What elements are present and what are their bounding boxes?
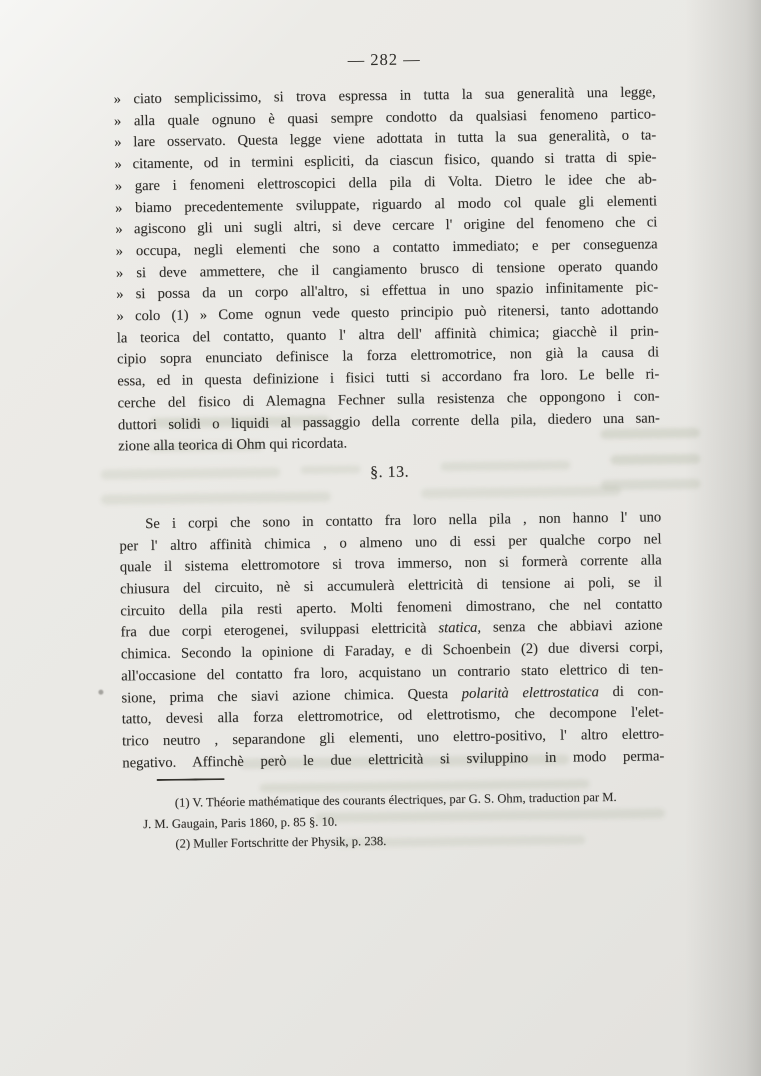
body-line: all'occasione del contatto fra loro, acquistano un contrario stato elettrico di ten- bbox=[121, 661, 664, 685]
quoted-line: » si deve ammettere, che il cangiamento brusco di tensione operato quando bbox=[115, 257, 658, 282]
quoted-line: » ciato semplicissimo, si trova espressa in tutta la sua generalità una legge, bbox=[113, 84, 656, 108]
section-heading: §. 13. bbox=[369, 463, 410, 482]
body-line-segment: sione, prima che siavi azione chimica. Questa bbox=[121, 685, 462, 706]
text-block bbox=[114, 82, 666, 855]
quoted-line: » occupa, negli elementi che sono a contatto immediato; e per conseguenza bbox=[115, 236, 658, 260]
body-line: chiusura del circuito, nè si accumulerà elettricità di tensione ai poli, se il bbox=[119, 574, 663, 598]
body-line: cipio sopra enunciato definisce la forza elettromotrice, non già la causa di bbox=[116, 344, 660, 368]
body-line: essa, ed in questa definizione i fisici tutti si accordano fra loro. Le belle ri- bbox=[117, 366, 660, 390]
quoted-line: » colo (1) » Come ognun vede questo principio può ritenersi, tanto adottando bbox=[116, 301, 659, 325]
body-line-segment: senza che abbiavi azione bbox=[480, 617, 663, 637]
paragraph bbox=[119, 507, 664, 775]
quoted-line: » si possa da un corpo all'altro, si effettua in uno spazio infinitamente pic- bbox=[116, 279, 659, 303]
body-line: la teorica del contatto, quanto l' altra dell' affinità chimica; giacchè il prin- bbox=[116, 323, 659, 347]
body-line: duttori solidi o liquidi al passaggio della corrente della pila, diedero una san- bbox=[117, 409, 660, 433]
footnotes bbox=[143, 786, 700, 855]
quoted-line: » citamente, od in termini espliciti, da ciascun fisico, quando si tratta di spie- bbox=[114, 149, 657, 173]
footnote-line: (2) Muller Fortschritte der Physik, p. 238. bbox=[175, 834, 387, 852]
footnote-rule bbox=[157, 778, 225, 781]
quoted-line: » biamo precedentemente sviluppate, riguardo al modo col quale gli elementi bbox=[114, 192, 658, 216]
footnote-line: (1) V. Théorie mathématique des courants électriques, par G. S. Ohm, traduction par M. bbox=[174, 790, 617, 811]
body-line: trico neutro , separandone gli elementi, uno elettro-positivo, l' altro elettro- bbox=[121, 726, 665, 750]
body-line: cerche del fisico di Alemagna Fechner sulla resistenza che oppongono i con- bbox=[117, 388, 660, 412]
quoted-line: » gare i fenomeni elettroscopici della pila di Volta. Dietro le idee che ab- bbox=[114, 171, 657, 195]
body-line: quale il sistema elettromotore si trova immerso, non si formerà corrente alla bbox=[119, 552, 662, 576]
body-line-segment: fra due corpi eterogenei, sviluppasi elettricità bbox=[120, 620, 439, 641]
quoted-line: » agiscono gli uni sugli altri, si deve cercare l' origine del fenomeno che ci bbox=[115, 214, 658, 238]
quoted-line: » alla quale ognuno è quasi sempre condotto da qualsiasi fenomeno partico- bbox=[113, 106, 656, 130]
body-line: negativo. Affinchè però le due elettricità si sviluppino in modo perma- bbox=[122, 747, 665, 772]
page-number: — 282 — bbox=[347, 49, 421, 70]
body-line: zione alla teorica di Ohm qui ricordata. bbox=[118, 435, 348, 455]
italic-term: statica, bbox=[438, 620, 482, 637]
quoted-line: » lare osservato. Questa legge viene adottata in tutta la sua generalità, o ta- bbox=[114, 127, 657, 151]
body-line: Se i corpi che sono in contatto fra loro nella pila , non hanno l' uno bbox=[145, 509, 662, 533]
body-line: circuito della pila resti aperto. Molti fenomeni dimostrano, che nel contatto bbox=[120, 596, 663, 620]
body-line: per l' altro affinità chimica , o almeno uno di essi per qualche corpo nel bbox=[119, 530, 662, 555]
body-line: tatto, devesi alla forza elettromotrice, od elettrotismo, che decompone l'elet- bbox=[121, 704, 664, 728]
margin-speck bbox=[98, 690, 103, 695]
body-line-segment: di con- bbox=[598, 682, 664, 700]
body-line: chimica. Secondo la opinione di Faraday, e di Schoenbein (2) due diversi corpi, bbox=[120, 639, 663, 663]
footnote-line: J. M. Gaugain, Paris 1860, p. 85 §. 10. bbox=[143, 814, 338, 832]
italic-term: polarità elettrostatica bbox=[461, 683, 599, 702]
